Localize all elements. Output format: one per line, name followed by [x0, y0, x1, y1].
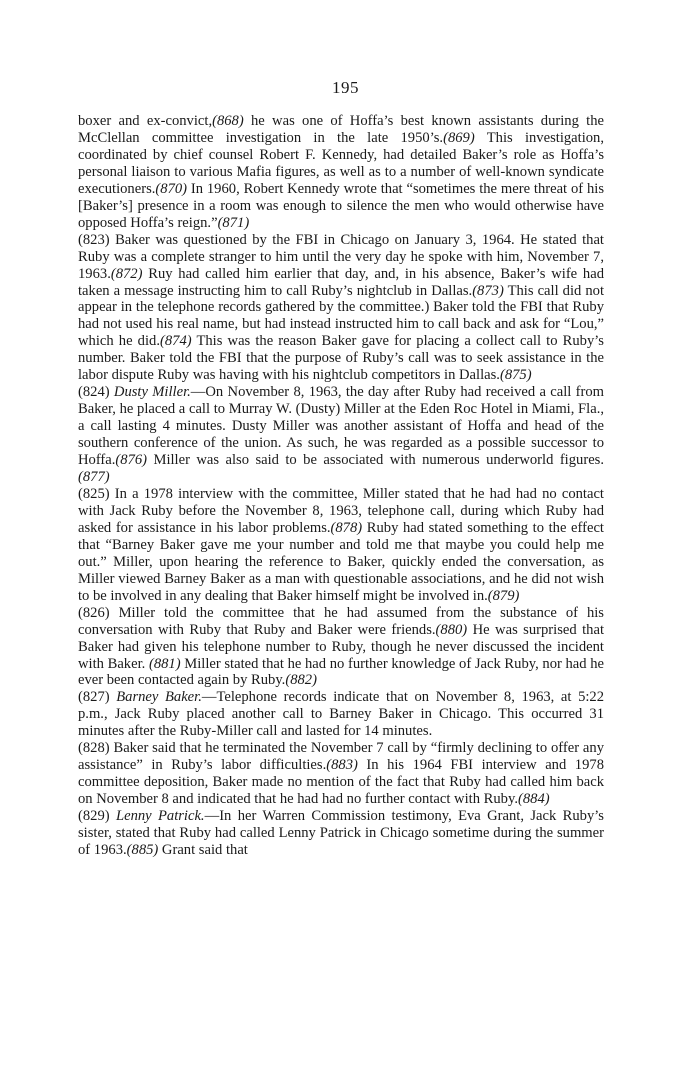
text-run: He was surprised that Baker had given his telephone number to Ruby, though he never discussed the incident with Baker. [78, 621, 604, 672]
text-run: In 1960, Robert Kennedy wrote that “sometimes the mere threat of his [Baker’s] presence in a room was enough to silence the men who would otherwise have opposed Hoffa’s reign.” [78, 180, 604, 231]
text-run: Ruby had stated something to the effect that “Barney Baker gave me your number and told me that maybe you could help me out.” Miller, upon hearing the reference to Baker, quickly ended the conversation, as Miller viewed Barney Baker as a man with questionable associations, and he did not wish to be involved in any dealing that Baker himself might be involved in. [78, 519, 604, 604]
footnote-ref: (883) [326, 757, 358, 774]
footnote-ref: (871) [217, 214, 250, 231]
text-run: Miller stated that he had no further knowledge of Jack Ruby, nor had he ever been contacted again by Ruby. [78, 655, 605, 689]
footnote-ref: (882) [285, 672, 317, 689]
text-run: (827) [78, 689, 117, 706]
text-run: —On November 8, 1963, the day after Ruby had received a call from Baker, he placed a call to Murray W. (Dusty) Miller at the Eden Roc Hotel in Miami, Fla., a call lasting 4 minutes. Dusty Miller was another assistant of Hoffa and head of the southern conference of the union. As such, he was regarded as a possible successor to Hoffa. [78, 384, 604, 469]
footnote-ref: (873) [472, 282, 504, 299]
text-run: Ruy had called him earlier that day, and, in his absence, Baker’s wife had taken a message instructing him to call Ruby’s nightclub in Dallas. [78, 265, 604, 299]
section-name: Lenny Patrick. [115, 808, 205, 825]
text-run: (826) Miller told the committee that he had assumed from the substance of his conversation with Ruby that Ruby and Baker were friends. [78, 604, 604, 638]
section-name: Dusty Miller. [113, 384, 191, 401]
footnote-ref: (884) [517, 791, 550, 808]
footnote-ref: (879) [487, 587, 520, 604]
footnote-ref: (877) [78, 469, 110, 486]
text-run: —In her Warren Commission testimony, Eva Grant, Jack Ruby’s sister, stated that Ruby had called Lenny Patrick in Chicago sometime during the summer of 1963. [78, 808, 604, 858]
text-run: Grant said that [158, 841, 248, 858]
footnote-ref: (870) [155, 180, 188, 197]
paragraph [78, 740, 604, 808]
footnote-ref: (874) [159, 333, 192, 350]
footnote-ref: (878) [330, 519, 363, 536]
text-run: (824) [78, 384, 114, 401]
text-run: This call did not appear in the telephone records gathered by the committee.) Baker told the FBI that Ruby had not used his real name, but had instead instructed him to call back and ask for “Lou,” which he did. [78, 282, 604, 350]
footnote-ref: (876) [115, 452, 148, 469]
text-run: This investigation, coordinated by chief counsel Robert F. Kennedy, had detailed Baker’s role as Hoffa’s personal liaison to various Mafia figures, as well as to a number of well-known syndicate executioners. [78, 129, 604, 197]
footnote-ref: (869) [443, 129, 475, 146]
paragraph [78, 384, 604, 486]
text-run: —Telephone records indicate that on November 8, 1963, at 5:22 p.m., Jack Ruby placed another call to Barney Baker in Chicago. This occurred 31 minutes after the Ruby-Miller call and lasted for 14 minutes. [78, 689, 605, 740]
paragraph [78, 605, 604, 690]
paragraph [78, 486, 604, 605]
text-run: (828) Baker said that he terminated the November 7 call by “firmly declining to offer any assistance” in Ruby’s labor difficulties. [78, 740, 604, 774]
paragraph [78, 808, 604, 859]
footnote-ref: (881) [148, 655, 181, 672]
body-text [78, 113, 604, 859]
footnote-ref: (868) [212, 113, 244, 129]
footnote-ref: (875) [499, 367, 532, 384]
paragraph [78, 113, 604, 232]
text-run: boxer and ex-convict, [78, 113, 213, 129]
footnote-ref: (885) [126, 841, 159, 858]
paragraph [78, 232, 604, 385]
page-number: 195 [332, 78, 359, 97]
footnote-ref: (872) [110, 265, 143, 282]
text-run: (829) [78, 808, 116, 825]
text-run: This was the reason Baker gave for placing a collect call to Ruby’s number. Baker told the FBI that the purpose of Ruby’s call was to seek assistance in the labor dispute Ruby was having with his nightclub competitors in Dallas. [78, 333, 604, 384]
section-name: Barney Baker. [116, 689, 202, 706]
paragraph [78, 689, 604, 740]
text-run: (823) Baker was questioned by the FBI in Chicago on January 3, 1964. He stated that Ruby was a complete stranger to him until the very day he spoke with him, November 7, 1963. [78, 231, 604, 282]
text-run: In his 1964 FBI interview and 1978 committee deposition, Baker made no mention of the fact that Ruby had called him back on November 8 and indicated that he had had no further contact with Ruby. [78, 757, 604, 808]
text-run: Miller was also said to be associated with numerous underworld figures. [147, 452, 604, 469]
text-run: (825) In a 1978 interview with the committee, Miller stated that he had had no contact with Jack Ruby before the November 8, 1963, telephone call, during which Ruby had asked for assistance in his labor problems. [78, 485, 604, 536]
footnote-ref: (880) [435, 621, 468, 638]
text-run: he was one of Hoffa’s best known assistants during the McClellan committee investigation in the late 1950’s. [78, 113, 604, 146]
